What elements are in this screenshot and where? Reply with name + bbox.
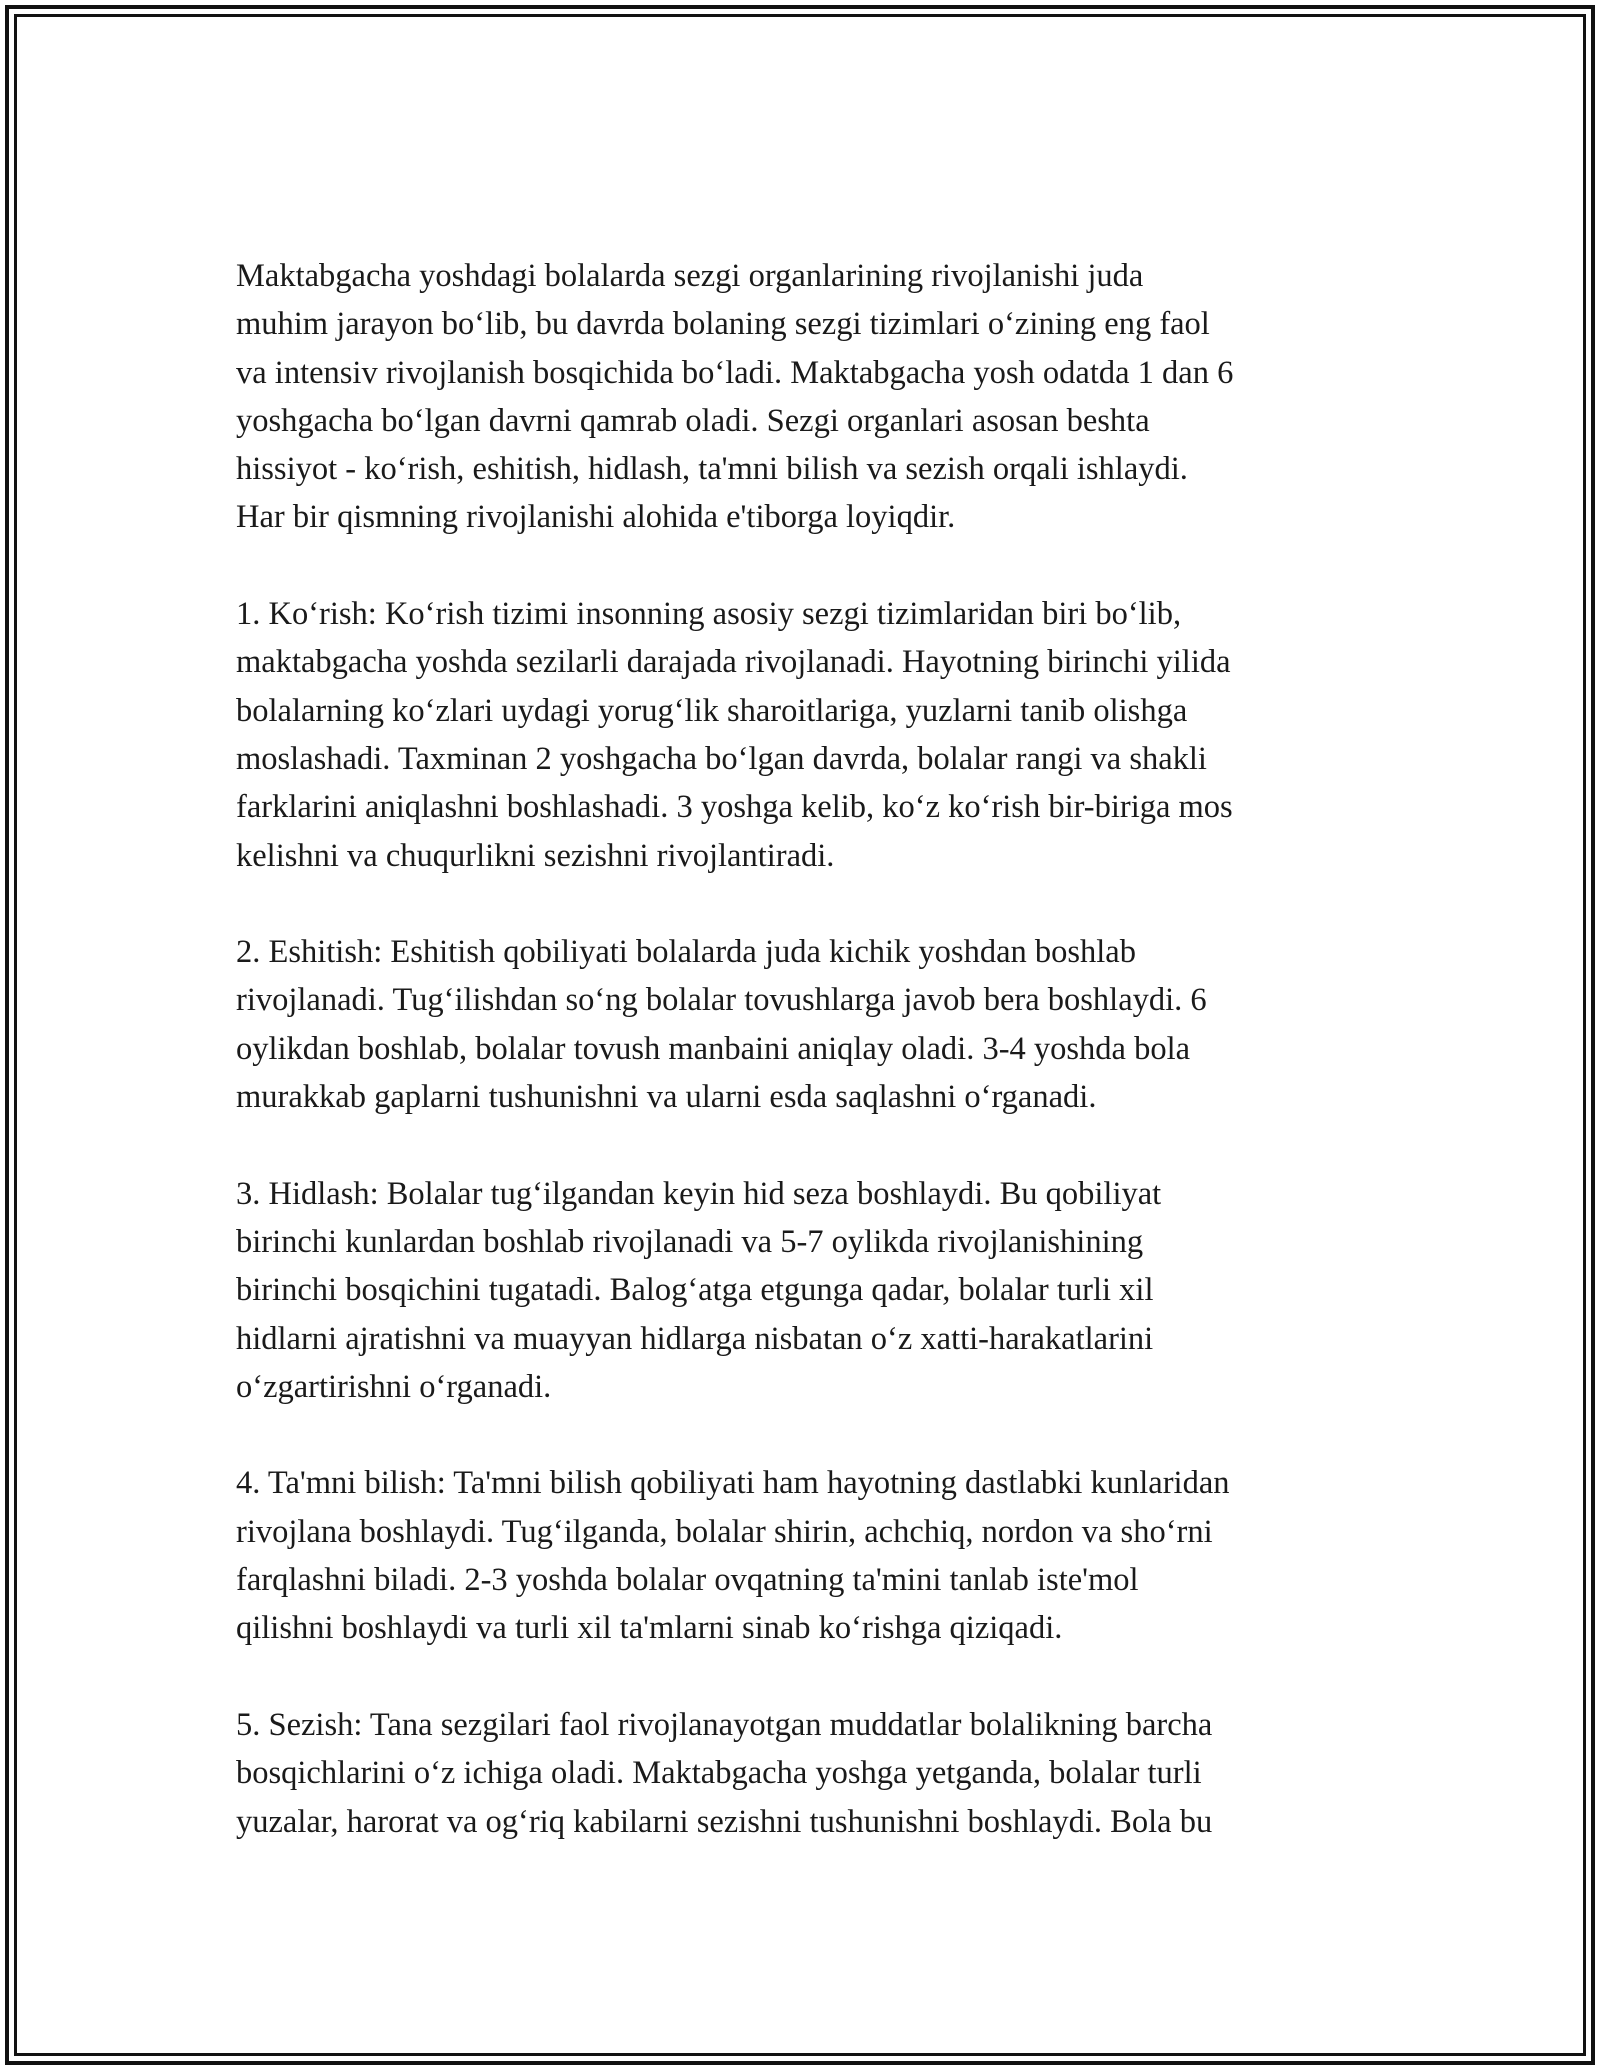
- text-line: rivojlana boshlaydi. Tug‘ilganda, bolalar shirin, achchiq, nordon va sho‘rni: [236, 1513, 1213, 1550]
- text-line: muhim jarayon bo‘lib, bu davrda bolaning sezgi tizimlari o‘zining eng faol: [236, 306, 1210, 343]
- text-line: 2. Eshitish: Eshitish qobiliyati bolalarda juda kichik yoshdan boshlab: [236, 934, 1136, 971]
- text-line: moslashadi. Taxminan 2 yoshgacha bo‘lgan davrda, bolalar rangi va shakli: [236, 740, 1207, 777]
- text-line: va intensiv rivojlanish bosqichida bo‘ladi. Maktabgacha yosh odatda 1 dan 6: [236, 354, 1234, 391]
- text-line: rivojlanadi. Tug‘ilishdan so‘ng bolalar tovushlarga javob bera boshlaydi. 6: [236, 982, 1207, 1019]
- text-line: yoshgacha bo‘lgan davrni qamrab oladi. Sezgi organlari asosan beshta: [236, 402, 1150, 439]
- text-line: farklarini aniqlashni boshlashadi. 3 yoshga kelib, ko‘z ko‘rish bir-biriga mos: [236, 789, 1233, 826]
- text-line: farqlashni biladi. 2-3 yoshda bolalar ovqatning ta'mini tanlab iste'mol: [236, 1562, 1139, 1599]
- paragraph: [236, 1701, 1396, 1846]
- paragraph: [236, 252, 1396, 542]
- text-line: bolalarning ko‘zlari uydagi yorug‘lik sharoitlariga, yuzlarni tanib olishga: [236, 692, 1188, 729]
- text-line: Har bir qismning rivojlanishi alohida e'tiborga loyiqdir.: [236, 499, 956, 536]
- text-line: birinchi bosqichini tugatadi. Balog‘atga etgunga qadar, bolalar turli xil: [236, 1272, 1154, 1309]
- text-line: yuzalar, harorat va og‘riq kabilarni sezishni tushunishni boshlaydi. Bola bu: [236, 1803, 1213, 1840]
- document-body: [236, 252, 1396, 1894]
- text-line: hidlarni ajratishni va muayyan hidlarga nisbatan o‘z xatti-harakatlarini: [236, 1320, 1154, 1357]
- text-line: qilishni boshlaydi va turli xil ta'mlarni sinab ko‘rishga qiziqadi.: [236, 1610, 1063, 1647]
- text-line: oylikdan boshlab, bolalar tovush manbaini aniqlay oladi. 3-4 yoshda bola: [236, 1030, 1191, 1067]
- text-line: birinchi kunlardan boshlab rivojlanadi va 5-7 oylikda rivojlanishining: [236, 1223, 1144, 1260]
- text-line: bosqichlarini o‘z ichiga oladi. Maktabgacha yoshga yetganda, bolalar turli: [236, 1755, 1202, 1792]
- paragraph: [236, 590, 1396, 880]
- text-line: 4. Ta'mni bilish: Ta'mni bilish qobiliyati ham hayotning dastlabki kunlaridan: [236, 1465, 1230, 1502]
- paragraph: [236, 1170, 1396, 1411]
- text-line: o‘zgartirishni o‘rganadi.: [236, 1368, 552, 1405]
- text-line: 3. Hidlash: Bolalar tug‘ilgandan keyin hid seza boshlaydi. Bu qobiliyat: [236, 1175, 1162, 1212]
- paragraph: [236, 1459, 1396, 1652]
- text-line: murakkab gaplarni tushunishni va ularni esda saqlashni o‘rganadi.: [236, 1079, 1097, 1116]
- text-line: 1. Ko‘rish: Ko‘rish tizimi insonning asosiy sezgi tizimlaridan biri bo‘lib,: [236, 596, 1182, 633]
- text-line: Maktabgacha yoshdagi bolalarda sezgi organlarining rivojlanishi juda: [236, 258, 1144, 294]
- text-line: maktabgacha yoshda sezilarli darajada rivojlanadi. Hayotning birinchi yilida: [236, 644, 1231, 681]
- text-line: kelishni va chuqurlikni sezishni rivojlantiradi.: [236, 837, 835, 874]
- text-line: 5. Sezish: Tana sezgilari faol rivojlanayotgan muddatlar bolalikning barcha: [236, 1706, 1213, 1743]
- text-line: hissiyot - ko‘rish, eshitish, hidlash, ta'mni bilish va sezish orqali ishlaydi.: [236, 451, 1188, 488]
- paragraph: [236, 928, 1396, 1121]
